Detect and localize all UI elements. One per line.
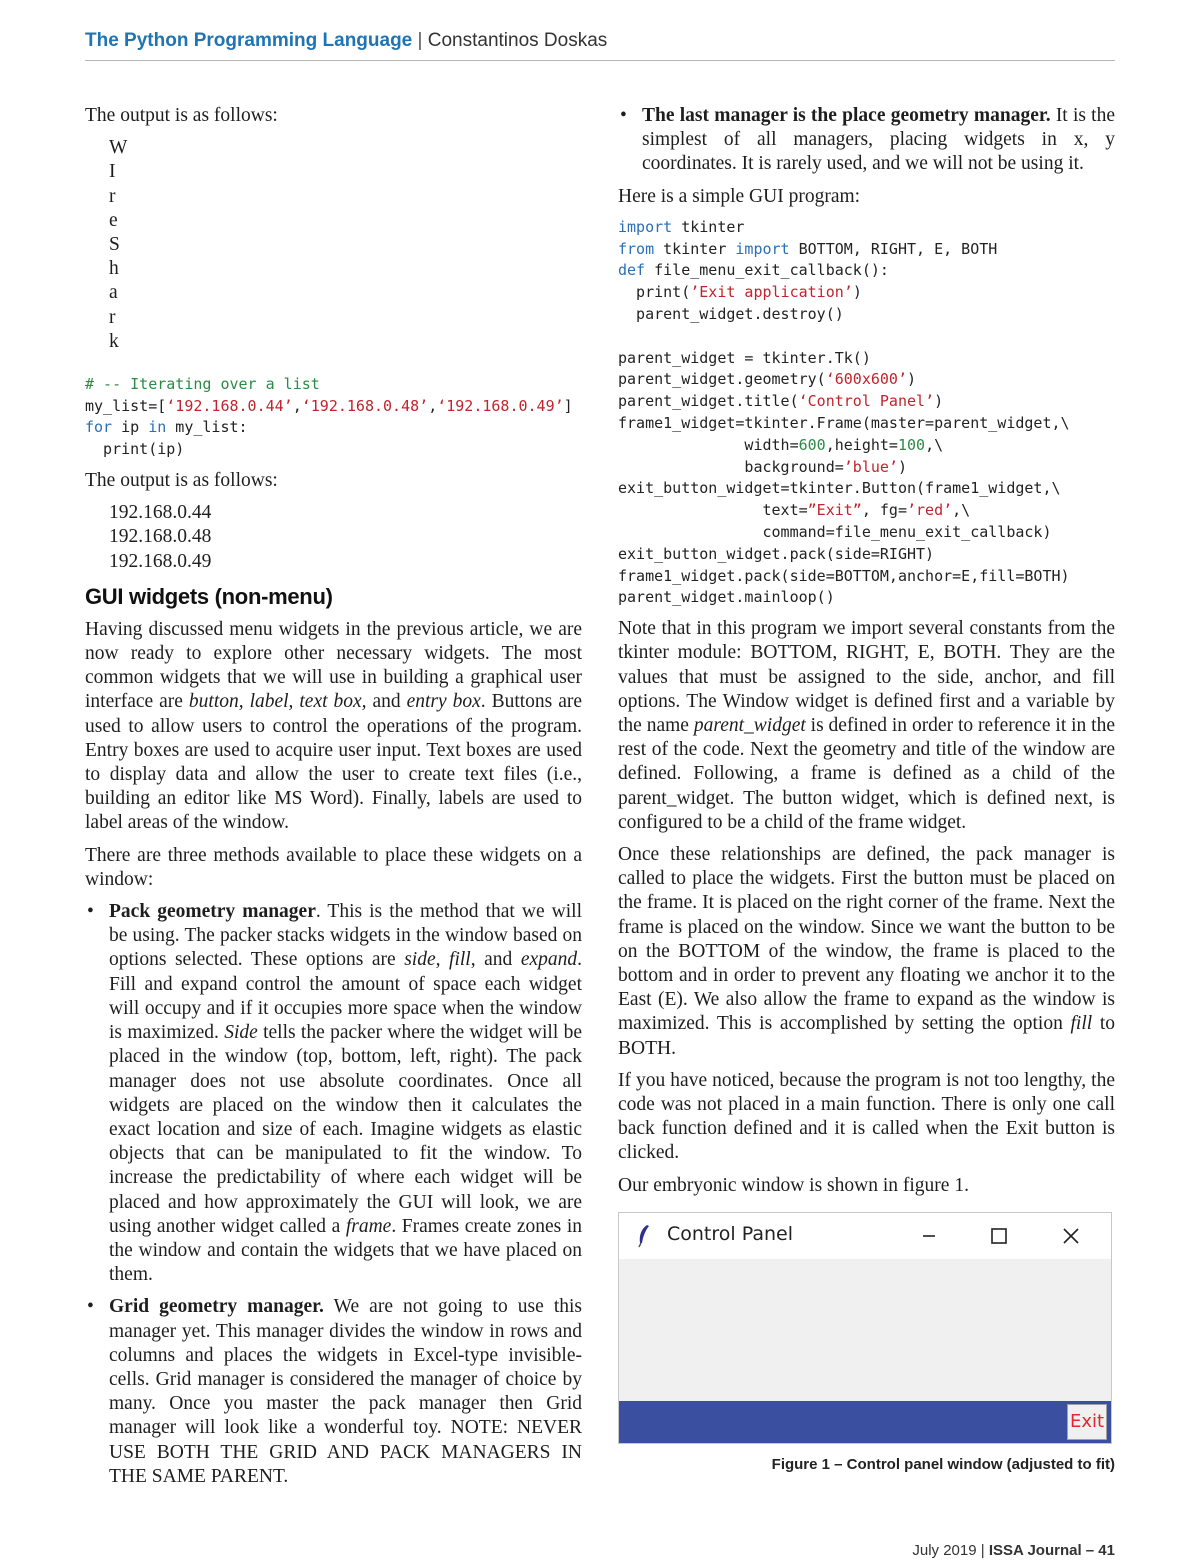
code-text: command=file_menu_exit_callback) <box>618 522 1052 541</box>
code-text: print( <box>618 283 691 302</box>
output-letter: I <box>109 161 116 183</box>
bullet-list <box>85 900 582 1489</box>
code-text: parent_widget.title( <box>618 392 799 411</box>
paragraph: Here is a simple GUI program: <box>618 185 861 207</box>
code-keyword: in <box>148 418 167 437</box>
output-intro: The output is as follows: <box>85 470 278 492</box>
output-letter: S <box>109 233 120 255</box>
code-string: ’Exit application’ <box>690 283 853 302</box>
text: It is the simplest of all managers, placing widgets in x, y coordinates. It is rarely used, and we will not be using it. <box>642 105 1115 175</box>
output-letter: e <box>109 209 118 231</box>
text-bold: Pack geometry manager <box>109 901 316 923</box>
code-text: , <box>428 396 438 415</box>
text: Having discussed menu widgets in the previous article, we are now ready to explore other necessary widgets. The most common widgets that we will use in building a graphical user interface are <box>85 618 582 713</box>
code-keyword: from <box>618 239 655 258</box>
output-letter: r <box>109 185 116 207</box>
code-keyword: import <box>735 239 790 258</box>
code-string: ‘Control Panel’ <box>798 392 935 411</box>
output-letter: k <box>109 330 119 352</box>
code-number: 100 <box>897 435 926 454</box>
page-footer <box>912 1542 1115 1559</box>
paragraph: Our embryonic window is shown in figure 1. <box>618 1174 969 1196</box>
code-text: ) <box>897 457 907 476</box>
code-text: parent_widget.mainloop() <box>618 588 835 607</box>
figure-caption: Figure 1 – Control panel window (adjusted to fit) <box>771 1455 1115 1473</box>
control-panel-window-figure <box>618 1212 1112 1444</box>
text-bold: The last manager is the place geometry manager. <box>642 105 1051 126</box>
code-text: exit_button_widget.pack(side=RIGHT) <box>618 544 935 563</box>
output-letter: h <box>109 258 119 280</box>
text: is defined in order to reference it in the rest of the code. Next the geometry and title of the window are defined. Following, a frame is defined as a child of the parent_widget. The button widget, which is defined next, is configured to be a child of the frame widget. <box>618 714 1115 833</box>
code-text: , fg= <box>861 501 907 520</box>
maximize-icon[interactable] <box>979 1221 1019 1251</box>
text-bold: Grid geometry manager. <box>109 1296 324 1318</box>
code-text: file_menu_exit_callback(): <box>645 261 889 280</box>
left-column <box>85 104 582 1497</box>
code-text: my_list=[ <box>85 396 167 415</box>
footer-journal: ISSA Journal – 41 <box>988 1542 1115 1559</box>
section-heading: GUI widgets (non-menu) <box>85 583 333 609</box>
text-italic: parent_widget <box>693 714 806 736</box>
code-string: ‘192.168.0.48’ <box>301 396 429 415</box>
text-italic: side, fill <box>404 949 471 971</box>
code-text: parent_widget.destroy() <box>618 305 844 323</box>
code-keyword: import <box>618 217 673 236</box>
text: Once these relationships are defined, the pack manager is called to place the widgets. First the button must be placed on the frame. It is placed on the right corner of the frame. Next the frame is placed on the window. Since we want the button to be on the BOTTOM of the window, the frame is placed to the bottom and in order to prevent any floating we anchor it to the East (E). We also allow the frame to expand as the window is maximized. This is accomplished by setting the option <box>618 843 1115 1035</box>
window-title: Control Panel <box>667 1222 793 1245</box>
letter-output <box>109 136 582 354</box>
code-text: tkinter <box>654 239 736 258</box>
code-text: exit_button_widget=tkinter.Button(frame1_widget,\ <box>618 479 1061 498</box>
code-text: background= <box>618 457 844 476</box>
output-letter: r <box>109 306 116 328</box>
ip-output <box>109 501 582 574</box>
close-icon[interactable] <box>1051 1221 1091 1251</box>
right-column <box>618 104 1115 1473</box>
code-text: parent_widget.geometry( <box>618 370 826 389</box>
code-text: frame1_widget=tkinter.Frame(master=parent_widget,\ <box>618 413 1070 432</box>
code-string: ’blue’ <box>843 457 898 476</box>
code-string: ’red’ <box>907 501 953 520</box>
exit-button[interactable]: Exit <box>1067 1404 1107 1440</box>
code-text: frame1_widget.pack(side=BOTTOM,anchor=E,fill=BOTH) <box>618 566 1070 585</box>
code-string: ‘192.168.0.44’ <box>166 396 293 415</box>
code-text: BOTTOM, RIGHT, E, BOTH <box>789 239 998 258</box>
text-italic: expand <box>520 949 578 971</box>
code-text: print(ip) <box>85 440 185 459</box>
code-text: ,\ <box>952 501 971 520</box>
output-intro: The output is as follows: <box>85 105 278 126</box>
paragraph: If you have noticed, because the program is not too lengthy, the code was not placed in a main function. There is only one call back function defined and it is called when the Exit button is clicked. <box>618 1069 1115 1164</box>
feather-icon <box>637 1224 651 1248</box>
list-item <box>85 1295 582 1489</box>
code-text: text= <box>618 501 808 520</box>
output-letter: W <box>109 137 128 159</box>
output-letter: a <box>109 282 118 304</box>
text: . Buttons are used to allow users to control the operations of the program. Entry boxes are used to acquire user input. Text boxes are used to display data and allow the user to create text files (i.e., building an editor like MS Word). Finally, labels are used to label areas of the window. <box>85 691 583 834</box>
text: and <box>366 691 407 713</box>
list-item <box>85 900 582 1287</box>
code-text: ) <box>934 392 944 411</box>
code-block-gui <box>618 217 1115 609</box>
output-ip: 192.168.0.48 <box>109 526 212 548</box>
header-title: The Python Programming Language <box>85 30 413 51</box>
output-ip: 192.168.0.49 <box>109 550 212 572</box>
text: Note that in this program we import several constants from the tkinter module: BOTTOM, RIGHT, E, BOTH. They are the values that must be assigned to the side, anchor, and fill options. The Window widget is defined first and a variable by the name <box>618 618 1115 736</box>
code-text: , <box>292 396 302 415</box>
blue-frame <box>619 1401 1111 1443</box>
text-italic: Side <box>224 1022 258 1044</box>
code-block-list <box>85 374 582 461</box>
footer-separator: | <box>976 1542 989 1559</box>
paragraph <box>85 618 582 836</box>
text-italic: entry box <box>406 691 481 713</box>
code-string: ‘600x600’ <box>825 370 907 389</box>
text: . Frames create zones in the window and contain the widgets that we have placed on them. <box>109 1215 582 1286</box>
code-keyword: def <box>618 261 646 280</box>
code-number: 600 <box>798 435 826 454</box>
code-text: ip <box>112 418 149 437</box>
text: We are not going to use this manager yet. This manager divides the window in rows and columns and places the widgets in Excel-type invisible-cells. Grid manager is considered the manager of choice by many. Once you master the pack manager then Grid manager will look like a wonderful toy. NOTE: NEVER USE BOTH THE GRID AND PACK MANAGERS IN THE SAME PARENT. <box>109 1296 582 1487</box>
page-header <box>85 30 1115 61</box>
text: tells the packer where the widget will be placed in the window (top, bottom, left, right). The pack manager does not use absolute coordinates. Once all widgets are placed on the window then it calculates the exact location and size of each. Imagine widgets as elastic objects that can be manipulated to fit the window. To increase the predictability of where each widget will be placed and how approximately the GUI will look, we are using another widget called a <box>109 1022 582 1237</box>
text: to BOTH. <box>618 1013 1116 1059</box>
paragraph <box>618 617 1115 835</box>
code-text: tkinter <box>672 217 745 236</box>
code-text: ) <box>852 283 862 302</box>
text: , and <box>470 949 521 971</box>
code-text: width= <box>618 435 799 454</box>
header-author: Constantinos Doskas <box>427 30 608 51</box>
code-text: parent_widget = tkinter.Tk() <box>618 348 871 367</box>
text: . This is the method that we will be using. The packer stacks widgets in the window based on options selected. These options are <box>109 901 582 971</box>
code-text: my_list: <box>166 418 248 437</box>
text: . Fill and expand control the amount of space each widget will occupy and if it occupies more space when the window is maximized. <box>109 949 583 1044</box>
text-italic: button, label, text box, <box>188 691 367 713</box>
code-text: ] <box>563 396 573 415</box>
minimize-icon[interactable] <box>909 1221 949 1251</box>
paragraph: There are three methods available to place these widgets on a window: <box>85 844 582 890</box>
header-separator: | <box>412 30 428 51</box>
code-string: ”Exit” <box>807 501 862 520</box>
text-italic: fill <box>1070 1013 1093 1035</box>
bullet-list <box>618 104 1115 177</box>
text-italic: frame <box>345 1215 392 1237</box>
code-string: ‘192.168.0.49’ <box>437 396 564 415</box>
code-text: ,height= <box>825 435 898 454</box>
code-comment: # -- Iterating over a list <box>85 374 320 393</box>
code-text: ,\ <box>925 435 944 454</box>
output-ip: 192.168.0.44 <box>109 502 212 524</box>
code-keyword: for <box>85 418 113 437</box>
code-text: ) <box>907 370 917 389</box>
window-titlebar <box>619 1213 1111 1259</box>
list-item <box>618 104 1115 177</box>
paragraph <box>618 843 1115 1061</box>
footer-date: July 2019 <box>912 1542 977 1559</box>
